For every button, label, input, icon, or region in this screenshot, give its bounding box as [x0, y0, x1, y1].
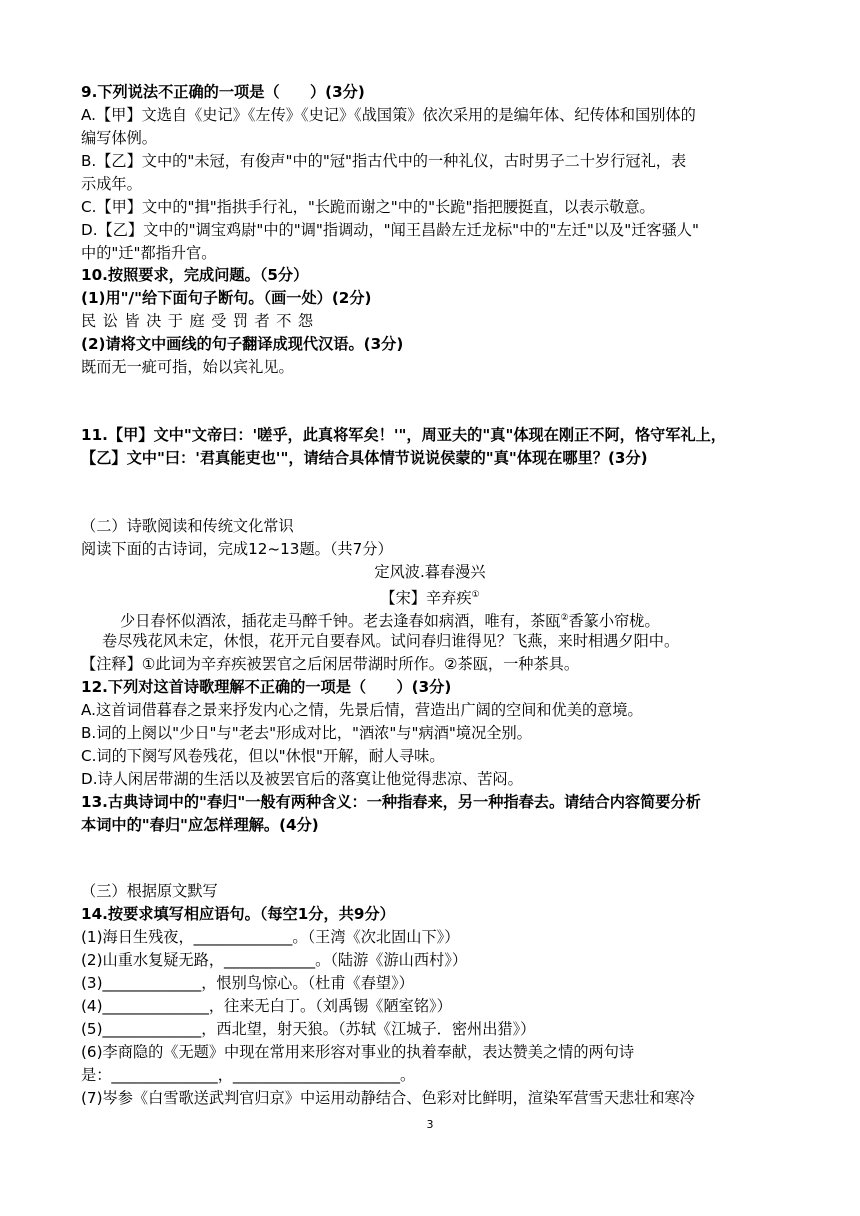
q9-option-c: C.【甲】文中的"揖"指拱手行礼，"长跪而谢之"中的"长跪"指把腰挺直，以表示敬意。: [81, 198, 655, 216]
page-number: 3: [426, 1118, 434, 1131]
q11-line1: 11.【甲】文中"文帝曰：'嗟乎，此真将军矣！'"，周亚夫的"真"体现在刚正不阿，恪守军礼上，: [81, 426, 726, 444]
q14-stem: 14.按要求填写相应语句。（每空1分，共9分）: [81, 905, 395, 923]
poem-author: [0, 584, 860, 609]
q12-option-a: A.这首词借暮春之景来抒发内心之情，先景后情，营造出广阔的空间和优美的意境。: [81, 701, 643, 719]
poem-footnote-mark: ②: [560, 613, 569, 623]
q12-option-b: B.词的上阕以"少日"与"老去"形成对比，"酒浓"与"病酒"境况全别。: [81, 724, 532, 742]
q14-item-2: (2)山重水复疑无路，____________。（陆游《游山西村》）: [81, 951, 468, 969]
q12-stem: 12.下列对这首诗歌理解不正确的一项是（ ）(3分): [81, 678, 452, 696]
q14-item-4: (4)______________，往来无白丁。（刘禹锡《陋室铭》）: [81, 997, 452, 1015]
q10-part2: (2)请将文中画线的句子翻译成现代汉语。(3分): [81, 335, 404, 353]
q14-item-3: (3)_____________，恨别鸟惊心。（杜甫《春望》）: [81, 974, 414, 992]
q10-stem: 10.按照要求，完成问题。（5分）: [81, 266, 309, 284]
section3-title: （三）根据原文默写: [81, 882, 218, 900]
section2-title: （二）诗歌阅读和传统文化常识: [81, 517, 294, 535]
poem-notes: 【注释】①此词为辛弃疾被罢官之后闲居带湖时所作。②茶瓯，一种茶具。: [81, 655, 580, 673]
q12-option-d: D.诗人闲居带湖的生活以及被罢官后的落寞让他觉得悲凉、苦闷。: [81, 770, 523, 788]
q11-line2: 【乙】文中"曰：'君真能吏也'"，请结合具体情节说说侯蒙的"真"体现在哪里？(3分): [81, 449, 648, 467]
q12-option-c: C.词的下阕写风卷残花，但以"休恨"开解，耐人寻味。: [81, 747, 445, 765]
q9-stem: 9.下列说法不正确的一项是（ ）(3分): [81, 83, 365, 101]
q9-option-b: B.【乙】文中的"未冠，有俊声"中的"冠"指古代中的一种礼仪，古时男子二十岁行冠礼，表: [81, 152, 687, 170]
q14-item-5: (5)_____________，西北望，射天狼。（苏轼《江城子．密州出猎》）: [81, 1020, 536, 1038]
section2-intro: 阅读下面的古诗词，完成12~13题。（共7分）: [81, 540, 393, 558]
q9-option-d-cont: 中的"迁"都指升官。: [81, 244, 217, 262]
q13-line2: 本词中的"春归"应怎样理解。(4分): [81, 816, 319, 834]
poem-author-name: 【宋】辛弃疾: [380, 589, 472, 608]
author-footnote-mark: ①: [471, 590, 480, 600]
q13-line1: 13.古典诗词中的"春归"一般有两种含义：一种指春来，另一种指春去。请结合内容简要分析: [81, 793, 701, 811]
q10-part1: (1)用"/"给下面句子断句。（画一处）(2分): [81, 289, 372, 307]
q9-option-d: D.【乙】文中的"调宝鸡尉"中的"调"指调动，"闻王昌龄左迁龙标"中的"左迁"以及"迁客骚人": [81, 221, 699, 239]
poem-line-1: 少日春怀似酒浓，插花走马醉千钟。老去逢春如病酒，唯有，茶瓯②香篆小帘栊。: [120, 612, 660, 631]
poem-title: 定风波.暮春漫兴: [374, 563, 486, 581]
q10-sentence: 民讼皆决于庭受罚者不怨: [81, 312, 320, 330]
q9-option-b-cont: 示成年。: [81, 175, 142, 193]
q9-option-a-cont: 编写体例。: [81, 129, 157, 147]
poem-line-2: 卷尽残花风未定，休恨，花开元自要春风。试问春归谁得见？飞燕，来时相遇夕阳中。: [102, 632, 680, 650]
q14-item-7: (7)岑参《白雪歌送武判官归京》中运用动静结合、色彩对比鲜明，渲染军营雪天悲壮和寒冷: [81, 1089, 695, 1107]
q14-item-1: (1)海日生残夜，_____________。（王湾《次北固山下》）: [81, 928, 460, 946]
q9-option-a: A.【甲】文选自《史记》《左传》《史记》《战国策》依次采用的是编年体、纪传体和国别体的: [81, 106, 696, 124]
q10-part2-text: 既而无一疵可指，始以宾礼见。: [81, 358, 294, 376]
q14-item-6-cont: 是：______________，______________________。: [81, 1066, 416, 1084]
q14-item-6: (6)李商隐的《无题》中现在常用来形容对事业的执着奉献，表达赞美之情的两句诗: [81, 1043, 635, 1061]
